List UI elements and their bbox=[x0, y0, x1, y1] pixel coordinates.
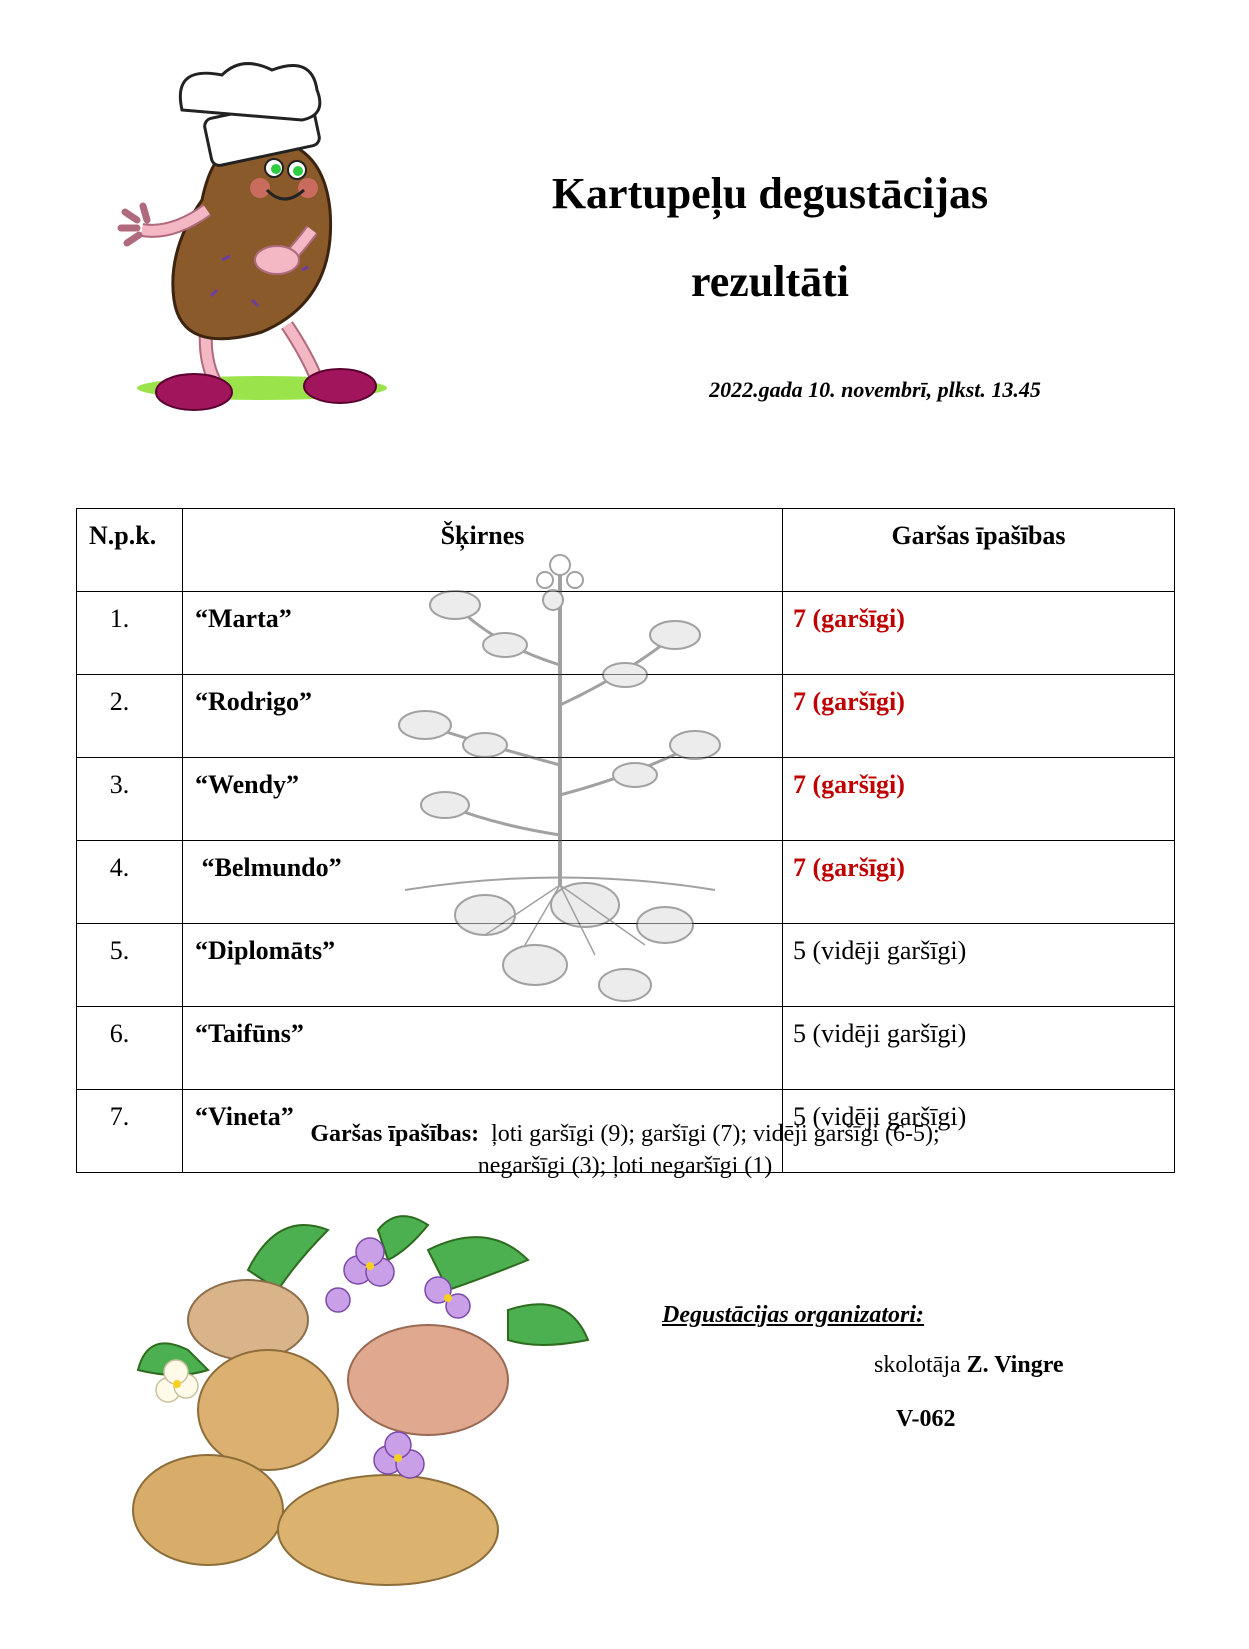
row-variety: “Rodrigo” bbox=[183, 675, 783, 758]
row-taste: 5 (vidēji garšīgi) bbox=[783, 1007, 1175, 1090]
row-number: 7. bbox=[77, 1090, 183, 1173]
taste-legend-line1 bbox=[150, 1118, 1100, 1150]
header-number: N.p.k. bbox=[77, 509, 183, 592]
organizer-code: V-062 bbox=[896, 1406, 956, 1432]
taste-legend-line2: negaršīgi (3); ļoti negaršīgi (1) bbox=[477, 1153, 773, 1179]
row-variety: “Taifūns” bbox=[183, 1007, 783, 1090]
row-number: 1. bbox=[77, 592, 183, 675]
row-number: 6. bbox=[77, 1007, 183, 1090]
table-header-row bbox=[77, 509, 1175, 592]
tasting-date: 2022.gada 10. novembrī, plkst. 13.45 bbox=[709, 377, 1041, 402]
row-taste: 7 (garšīgi) bbox=[783, 758, 1175, 841]
row-taste: 7 (garšīgi) bbox=[783, 675, 1175, 758]
table-row bbox=[77, 1007, 1175, 1090]
taste-legend-label: Garšas īpašības: bbox=[310, 1121, 480, 1147]
teacher-title: skolotāja bbox=[874, 1352, 967, 1378]
table-row bbox=[77, 758, 1175, 841]
row-number: 5. bbox=[77, 924, 183, 1007]
page-title-line1: Kartupeļu degustācijas bbox=[551, 169, 989, 218]
row-number: 2. bbox=[77, 675, 183, 758]
row-taste: 7 (garšīgi) bbox=[783, 841, 1175, 924]
row-variety: “Diplomāts” bbox=[183, 924, 783, 1007]
header-variety: Šķirnes bbox=[183, 509, 783, 592]
table-row bbox=[77, 592, 1175, 675]
row-variety: “Vineta” bbox=[183, 1090, 783, 1173]
teacher-name: Z. Vingre bbox=[966, 1352, 1064, 1378]
table-row bbox=[77, 924, 1175, 1007]
taste-legend-scale: ļoti garšīgi (9); garšīgi (7); vidēji garšīgi (6-5); bbox=[491, 1121, 940, 1147]
row-taste: 7 (garšīgi) bbox=[783, 592, 1175, 675]
row-number: 3. bbox=[77, 758, 183, 841]
chef-potato-illustration bbox=[112, 60, 432, 435]
potatoes-flowers-illustration bbox=[128, 1210, 628, 1600]
table-row bbox=[77, 675, 1175, 758]
organizers-heading: Degustācijas organizatori: bbox=[662, 1302, 925, 1328]
page-title-line2: rezultāti bbox=[690, 257, 850, 306]
row-variety: “Belmundo” bbox=[183, 841, 783, 924]
header-taste: Garšas īpašības bbox=[783, 509, 1175, 592]
row-variety: “Wendy” bbox=[183, 758, 783, 841]
table-row bbox=[77, 841, 1175, 924]
results-table bbox=[76, 508, 1175, 1173]
organizer-teacher bbox=[874, 1352, 1064, 1379]
row-taste: 5 (vidēji garšīgi) bbox=[783, 1090, 1175, 1173]
row-taste: 5 (vidēji garšīgi) bbox=[783, 924, 1175, 1007]
row-number: 4. bbox=[77, 841, 183, 924]
row-variety: “Marta” bbox=[183, 592, 783, 675]
